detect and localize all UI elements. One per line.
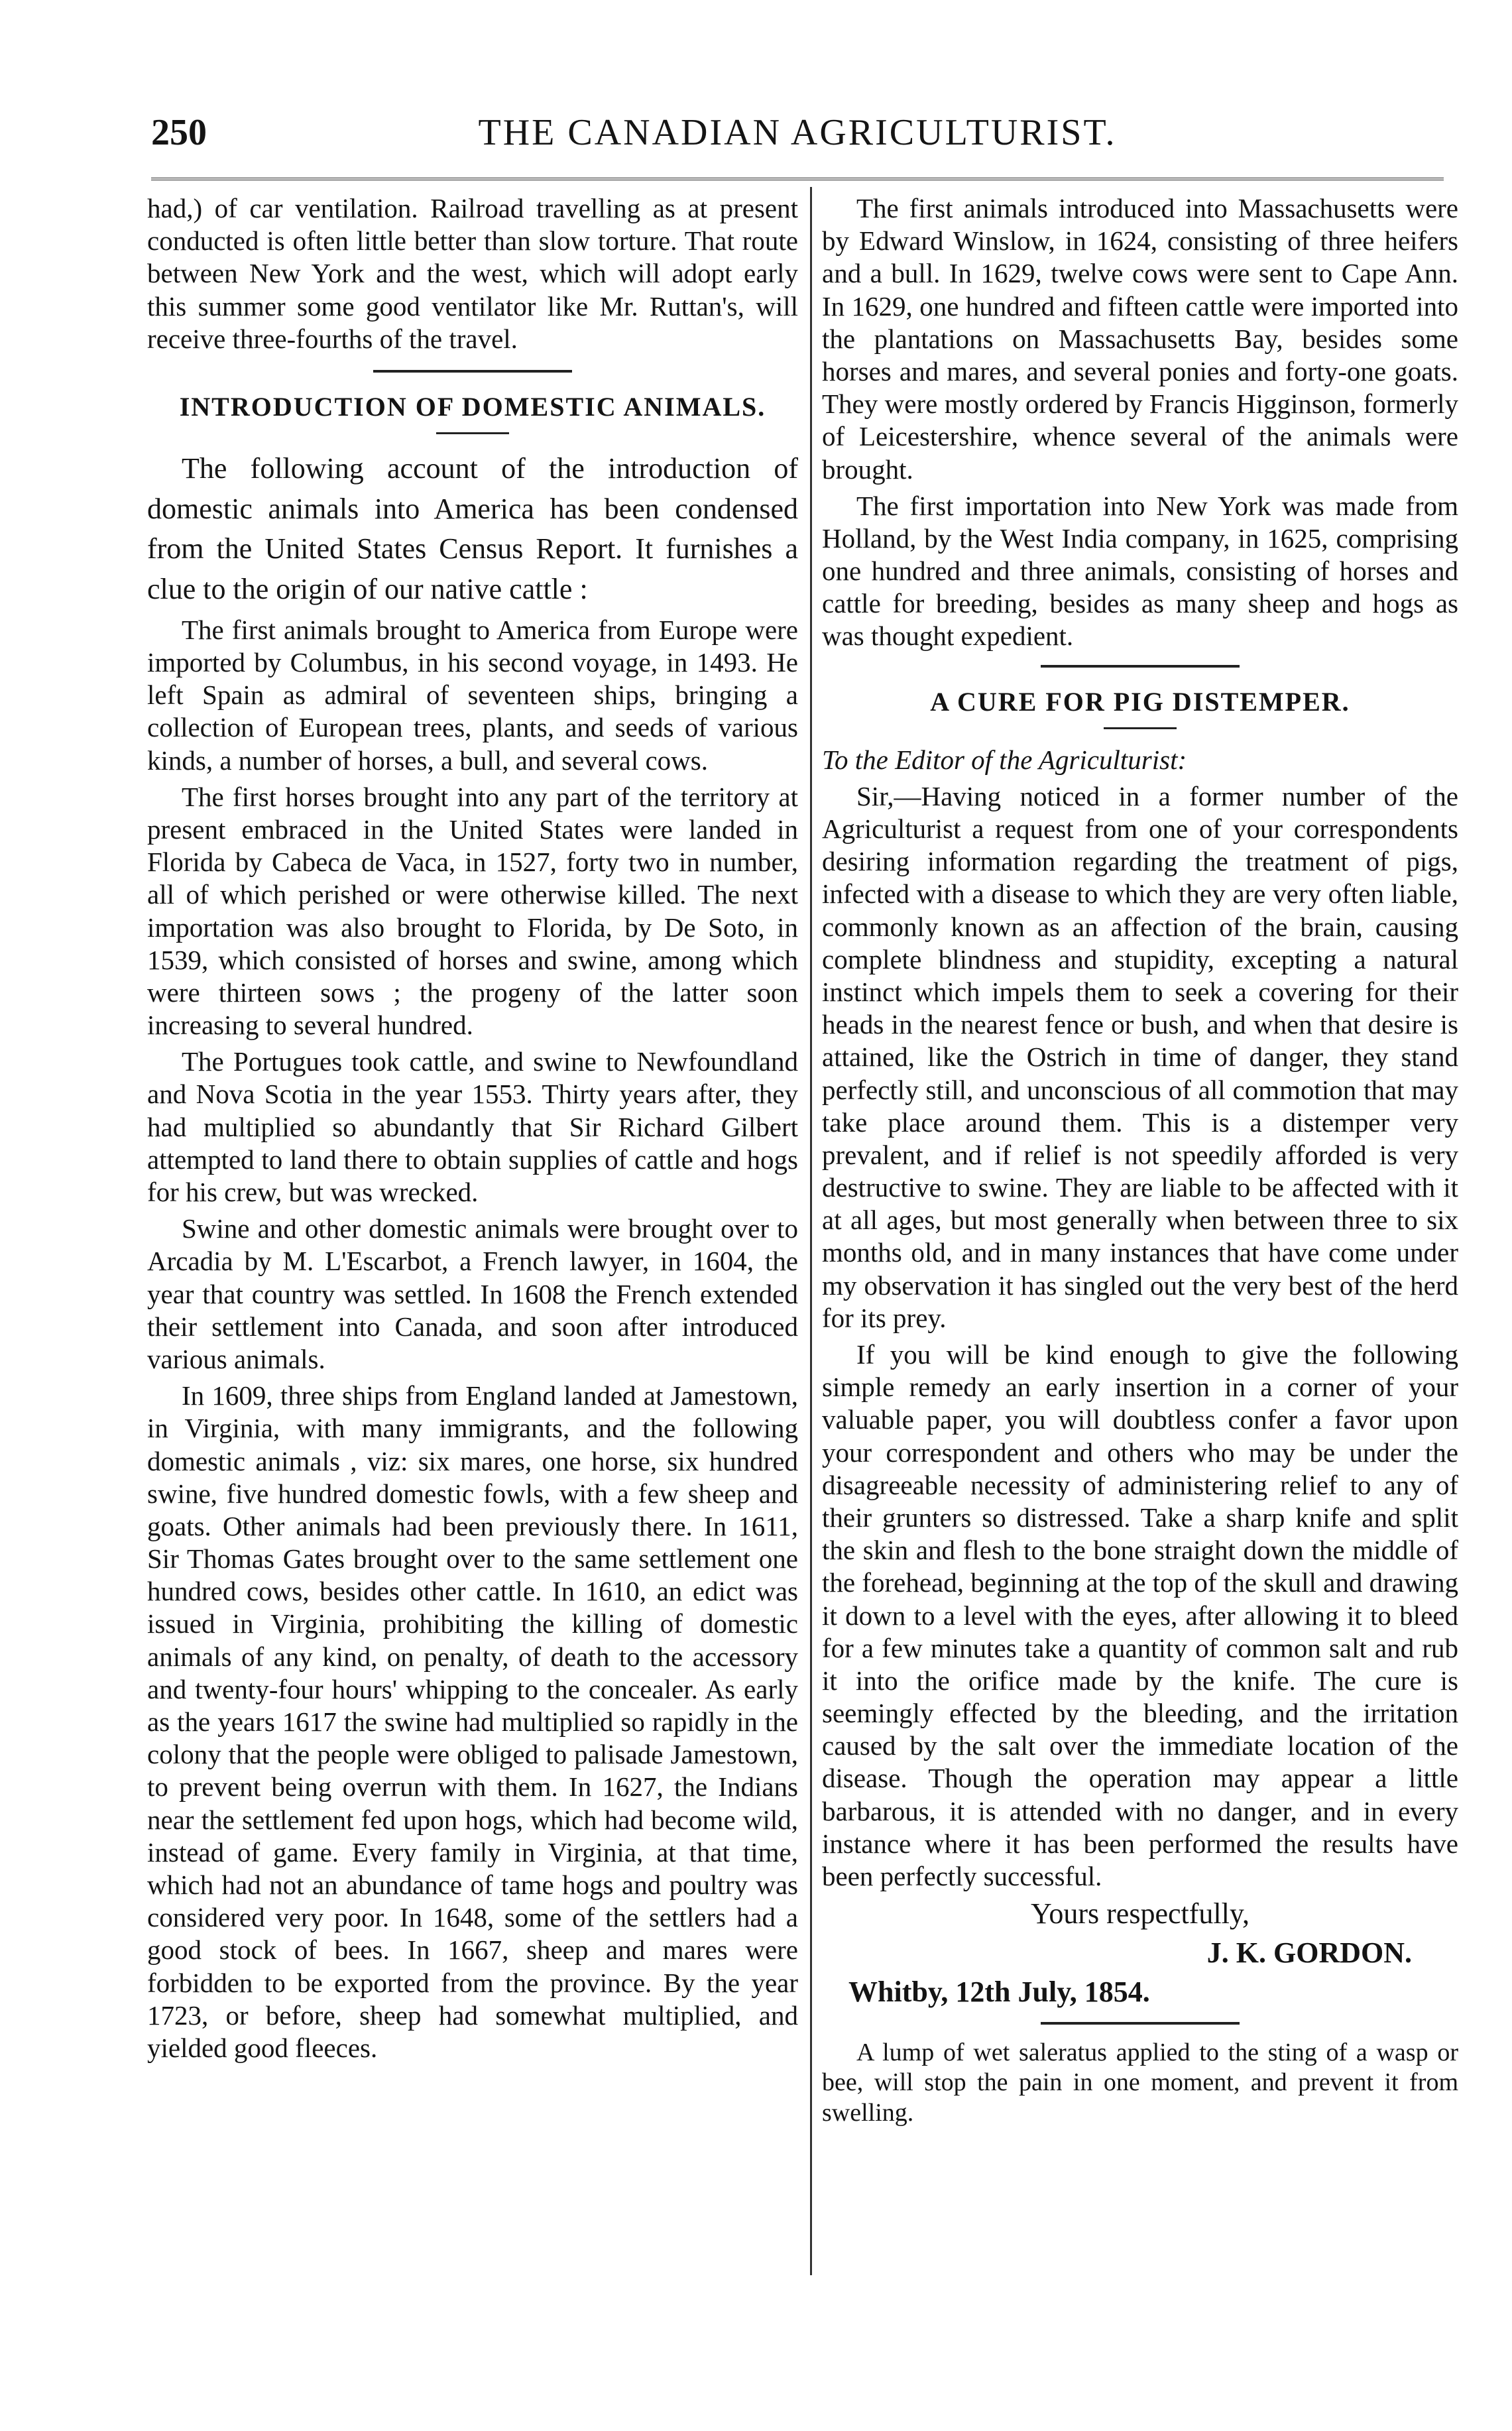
right-column [822,192,1458,2132]
page-header [151,111,1444,164]
header-rule [151,178,1444,180]
section-rule [1041,665,1240,668]
column-divider [810,187,812,2275]
letter-signature: J. K. GORDON. [1206,1936,1412,1969]
article-paragraph: In 1609, three ships from England landed at Jamestown, in Virginia, with many immigrants, and the following domestic animals , viz: six mares, one horse, six hundred swine, five hundred domestic fowls, with a few sheep and goats. Other animals had been previously there. In 1611, Sir Thomas Gates brought over to the same settlement one hundred cows, besides other cattle. In 1610, an edict was issued in Virginia, prohibiting the killing of domestic animals of any kind, on penalty, of death to the accessory and twenty-four hours' whipping to the concealer. As early as the years 1617 the swine had multiplied so rapidly in the colony that the people were obliged to palisade Jamestown, to prevent being overrun with them. In 1627, the Indians near the settlement fed upon hogs, which had become wild, instead of game. Every family in Virginia, at that time, which had not an abundance of tame hogs and poultry was considered very poor. In 1648, some of the settlers had a good stock of bees. In 1667, sheep and mares were forbidden to be exported from the province. By the year 1723, or before, sheep had somewhat multiplied, and yielded good fleeces. [147,1380,798,2063]
continued-paragraph: had,) of car ventilation. Railroad travelling as at present conducted is often little better than slow torture. That route between New York and the west, which will adopt early this summer some good ventilator like Mr. Ruttan's, will receive three-fourths of the travel. [147,193,798,354]
editor-salutation: To the Editor of the Agriculturist: [822,744,1187,775]
article-paragraph: The Portugues took cattle, and swine to Newfoundland and Nova Scotia in the year 1553. Thirty years after, they had multiplied so abundantly that Sir Richard Gilbert attempted to land there to obtain supplies of cattle and hogs for his crew, but was wrecked. [147,1046,798,1207]
left-column [147,192,798,2068]
heading-rule [1104,727,1177,729]
letter-paragraph: Sir,—Having noticed in a former number of the Agriculturist a request from one of your correspondents desiring information regarding the treatment of pigs, infected with a disease to which they are very often liable, commonly known as an affection of the brain, causing complete blindness and stupidity, excepting a natural instinct which impels them to seek a covering for their heads in the nearest fence or bush, and when that desire is attained, like the Ostrich in time of danger, they stand perfectly still, and unconscious of all commotion that may take place around them. This is a distemper very prevalent, and if relief is not speedily afforded is very destructive to swine. They are liable to be affected with it at all ages, but most generally when between three to six months old, and in many instances that have come under my observation it has singled out the very best of the herd for its prey. [822,780,1458,1333]
heading-rule [436,432,509,434]
letter-closing: Yours respectfully, [1031,1897,1250,1930]
page-number: 250 [151,112,207,153]
section-rule [1041,2022,1240,2025]
article-paragraph: The first importation into New York was made from Holland, by the West India company, in 1625, comprising one hundred and three animals, consisting of horses and cattle for breeding, besides as many sheep and hogs as was thought expedient. [822,490,1458,652]
article-paragraph: The first animals introduced into Massachusetts were by Edward Winslow, in 1624, consisting of three heifers and a bull. In 1629, twelve cows were sent to Cape Ann. In 1629, one hundred and fifteen cattle were imported into the plantations on Massachusetts Bay, besides some horses and mares, and several ponies and forty-one goats. They were mostly ordered by Francis Higginson, formerly of Leicestershire, whence several of the animals were brought. [822,193,1458,485]
section-rule [373,370,572,373]
article-intro: The following account of the introduction of domestic animals into America has been condensed from the United States Census Report. It furnishes a clue to the origin of our native cattle : [147,451,798,606]
article-heading: A CURE FOR PIG DISTEMPER. [930,686,1350,717]
article-paragraph: The first animals brought to America from Europe were imported by Columbus, in his second voyage, in 1493. He left Spain as admiral of seventeen ships, bringing a collection of European trees, plants, and seeds of various kinds, a number of horses, a bull, and several cows. [147,614,798,776]
article-heading: INTRODUCTION OF DOMESTIC ANIMALS. [179,391,766,422]
article-paragraph: Swine and other domestic animals were brought over to Arcadia by M. L'Escarbot, a French lawyer, in 1604, the year that country was settled. In 1608 the French extended their settlement into Canada, and soon after introduced various animals. [147,1213,798,1374]
filler-note: A lump of wet saleratus applied to the sting of a wasp or bee, will stop the pain in one moment, and prevent it from swelling. [822,2038,1458,2127]
article-paragraph: The first horses brought into any part of the territory at present embraced in the United States were landed in Florida by Cabeca de Vaca, in 1527, forty two in number, all of which perished or were otherwise killed. The next importation was also brought to Florida, by De Soto, in 1539, which consisted of horses and swine, among which were thirteen sows ; the progeny of the latter soon increasing to several hundred. [147,781,798,1041]
letter-paragraph: If you will be kind enough to give the following simple remedy an early insertion in a corner of your valuable paper, you will doubtless confer a favor upon your correspondent and others who may be under the disagreeable necessity of administering relief to any of their grunters so distressed. Take a sharp knife and split the skin and flesh to the bone straight down the middle of the forehead, beginning at the top of the skull and drawing it down to a level with the eyes, after allowing it to bleed for a few minutes take a quantity of common salt and rub it into the orifice made by the knife. The cure is seemingly effected by the bleeding, and the irritation caused by the salt over the immediate location of the disease. Though the operation may appear a little barbarous, it is attended with no danger, and in every instance where it has been performed the results have been perfectly successful. [822,1339,1458,1891]
running-title: THE CANADIAN AGRICULTURIST. [478,112,1117,153]
letter-dateline: Whitby, 12th July, 1854. [848,1975,1150,2008]
